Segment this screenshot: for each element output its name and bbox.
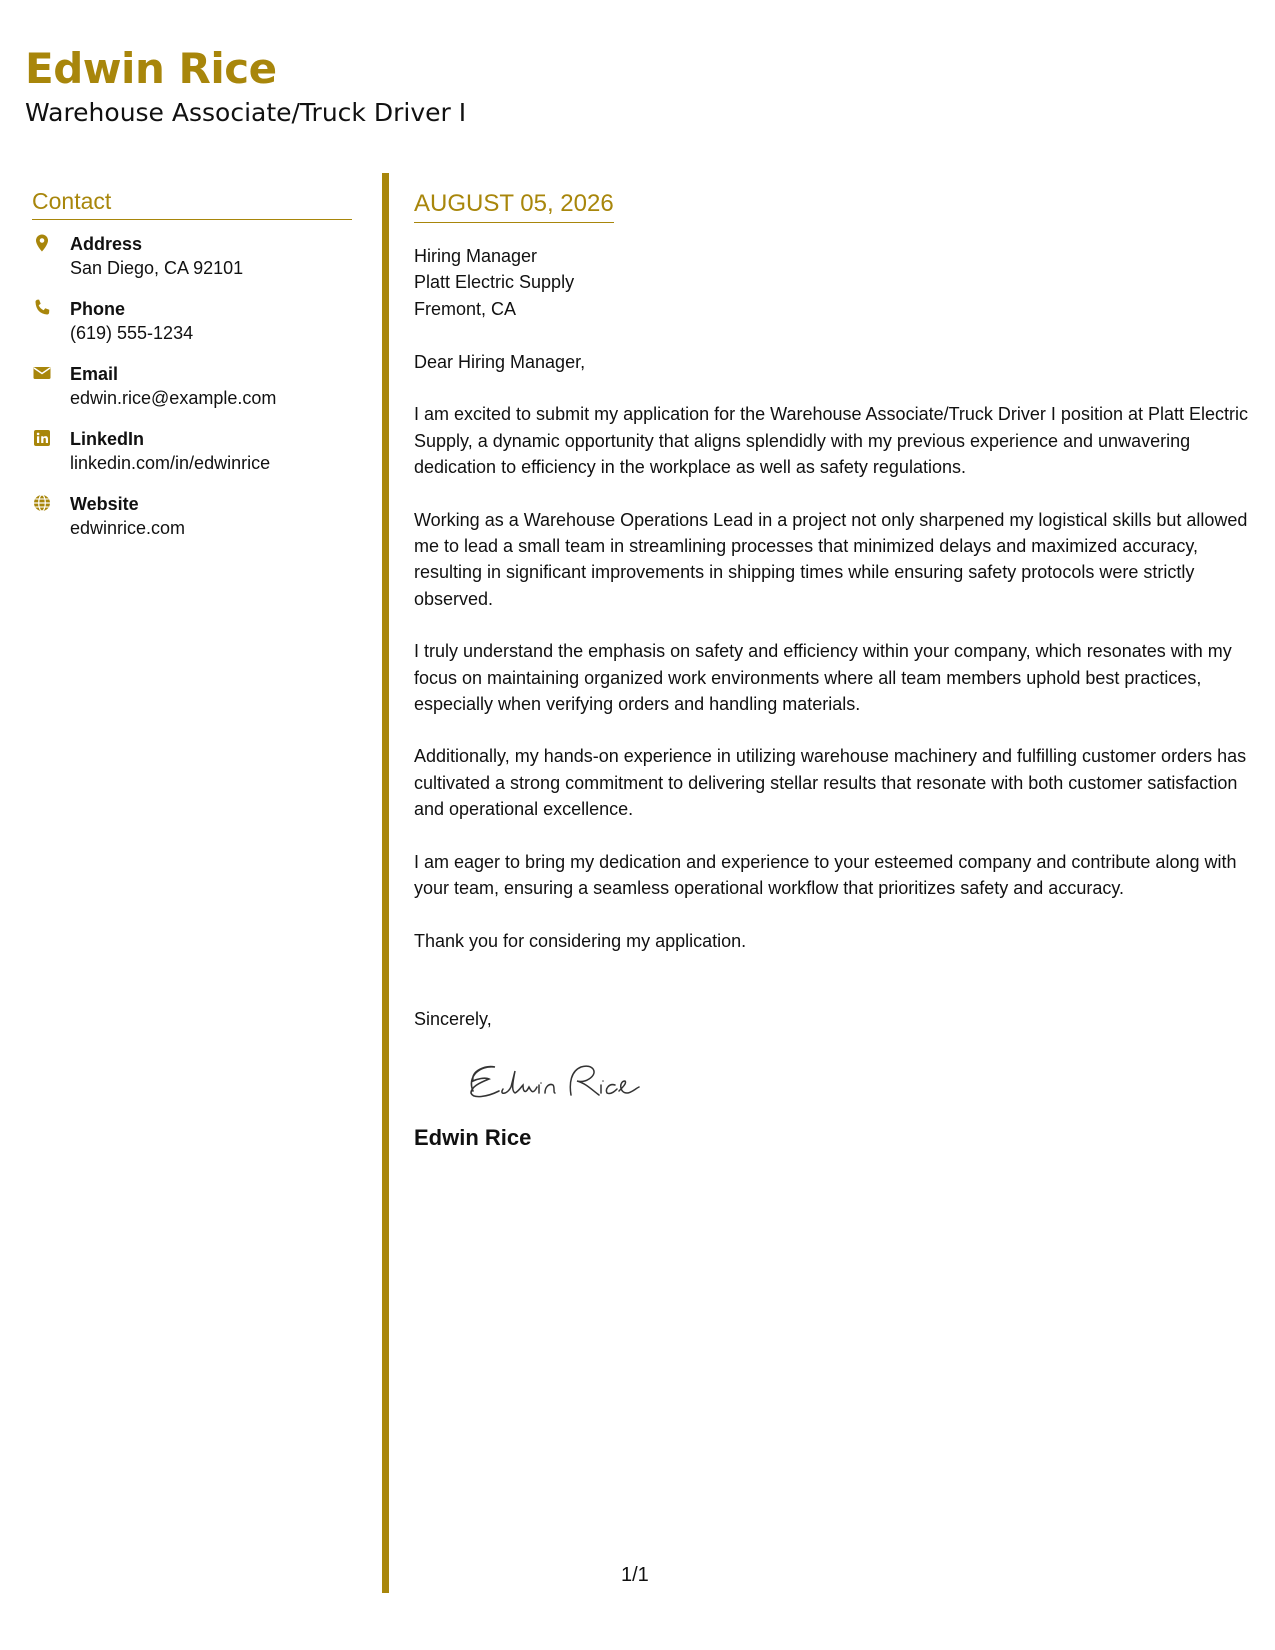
recipient-block	[414, 243, 1254, 322]
recipient-line: Fremont, CA	[414, 298, 517, 319]
applicant-name: Edwin Rice	[25, 44, 277, 93]
globe-icon	[32, 493, 52, 513]
contact-item-website	[32, 492, 352, 540]
contact-label: LinkedIn	[70, 429, 145, 449]
recipient-line: Platt Electric Supply	[414, 272, 575, 293]
resume-header	[25, 44, 467, 127]
phone-icon	[32, 298, 52, 318]
signed-name: Edwin Rice	[414, 1125, 532, 1151]
address-value: San Diego, CA 92101	[70, 258, 244, 278]
page-number: 1/1	[621, 1564, 649, 1586]
paragraph: Working as a Warehouse Operations Lead in a project not only sharpened my logistical skills but allowed me to lead a small team in streamlining processes that minimized delays and maximized accuracy, resulting in significant improvements in shipping times while ensuring safety protocols were strictly observed.	[414, 509, 1248, 609]
linkedin-value[interactable]: linkedin.com/in/edwinrice	[70, 453, 271, 473]
contact-label: Address	[70, 234, 143, 254]
contact-item-linkedin	[32, 427, 352, 475]
map-pin-icon	[32, 233, 52, 253]
paragraph: I am eager to bring my dedication and experience to your esteemed company and contribute along with your team, ensuring a seamless operational workflow that prioritizes safety and accuracy.	[414, 851, 1237, 899]
email-value[interactable]: edwin.rice@example.com	[70, 388, 277, 408]
linkedin-icon	[32, 428, 52, 448]
contact-item-email	[32, 362, 352, 410]
recipient-line: Hiring Manager	[414, 245, 538, 266]
greeting: Dear Hiring Manager,	[414, 352, 586, 373]
letter-date: AUGUST 05, 2026	[414, 190, 614, 223]
envelope-icon	[32, 363, 52, 383]
paragraph: Thank you for considering my application.	[414, 930, 747, 951]
contact-label: Website	[70, 494, 139, 514]
contact-item-phone	[32, 297, 352, 345]
contact-heading: Contact	[32, 188, 352, 220]
closing: Sincerely,	[414, 1008, 492, 1029]
contact-item-address	[32, 232, 352, 280]
cover-letter-body	[414, 190, 1254, 1152]
phone-value: (619) 555-1234	[70, 323, 194, 343]
paragraph: I truly understand the emphasis on safety and efficiency within your company, which resonates with my focus on maintaining organized work environments where all team members uphold best practices, especially when verifying orders and handling materials.	[414, 641, 1232, 715]
contact-list	[32, 232, 352, 540]
job-title: Warehouse Associate/Truck Driver I	[25, 98, 467, 127]
handwritten-signature	[459, 1057, 644, 1105]
website-value[interactable]: edwinrice.com	[70, 518, 186, 538]
contact-sidebar	[32, 188, 352, 557]
contact-label: Phone	[70, 299, 126, 319]
contact-label: Email	[70, 364, 119, 384]
paragraph: I am excited to submit my application for the Warehouse Associate/Truck Driver I position at Platt Electric Supply, a dynamic opportunity that aligns splendidly with my previous experience and unwavering dedication to efficiency in the workplace as well as safety regulations.	[414, 404, 1249, 478]
paragraph: Additionally, my hands-on experience in utilizing warehouse machinery and fulfilling customer orders has cultivated a strong commitment to delivering stellar results that resonate with both customer satisfaction and operational excellence.	[414, 746, 1247, 820]
vertical-divider	[382, 173, 389, 1593]
